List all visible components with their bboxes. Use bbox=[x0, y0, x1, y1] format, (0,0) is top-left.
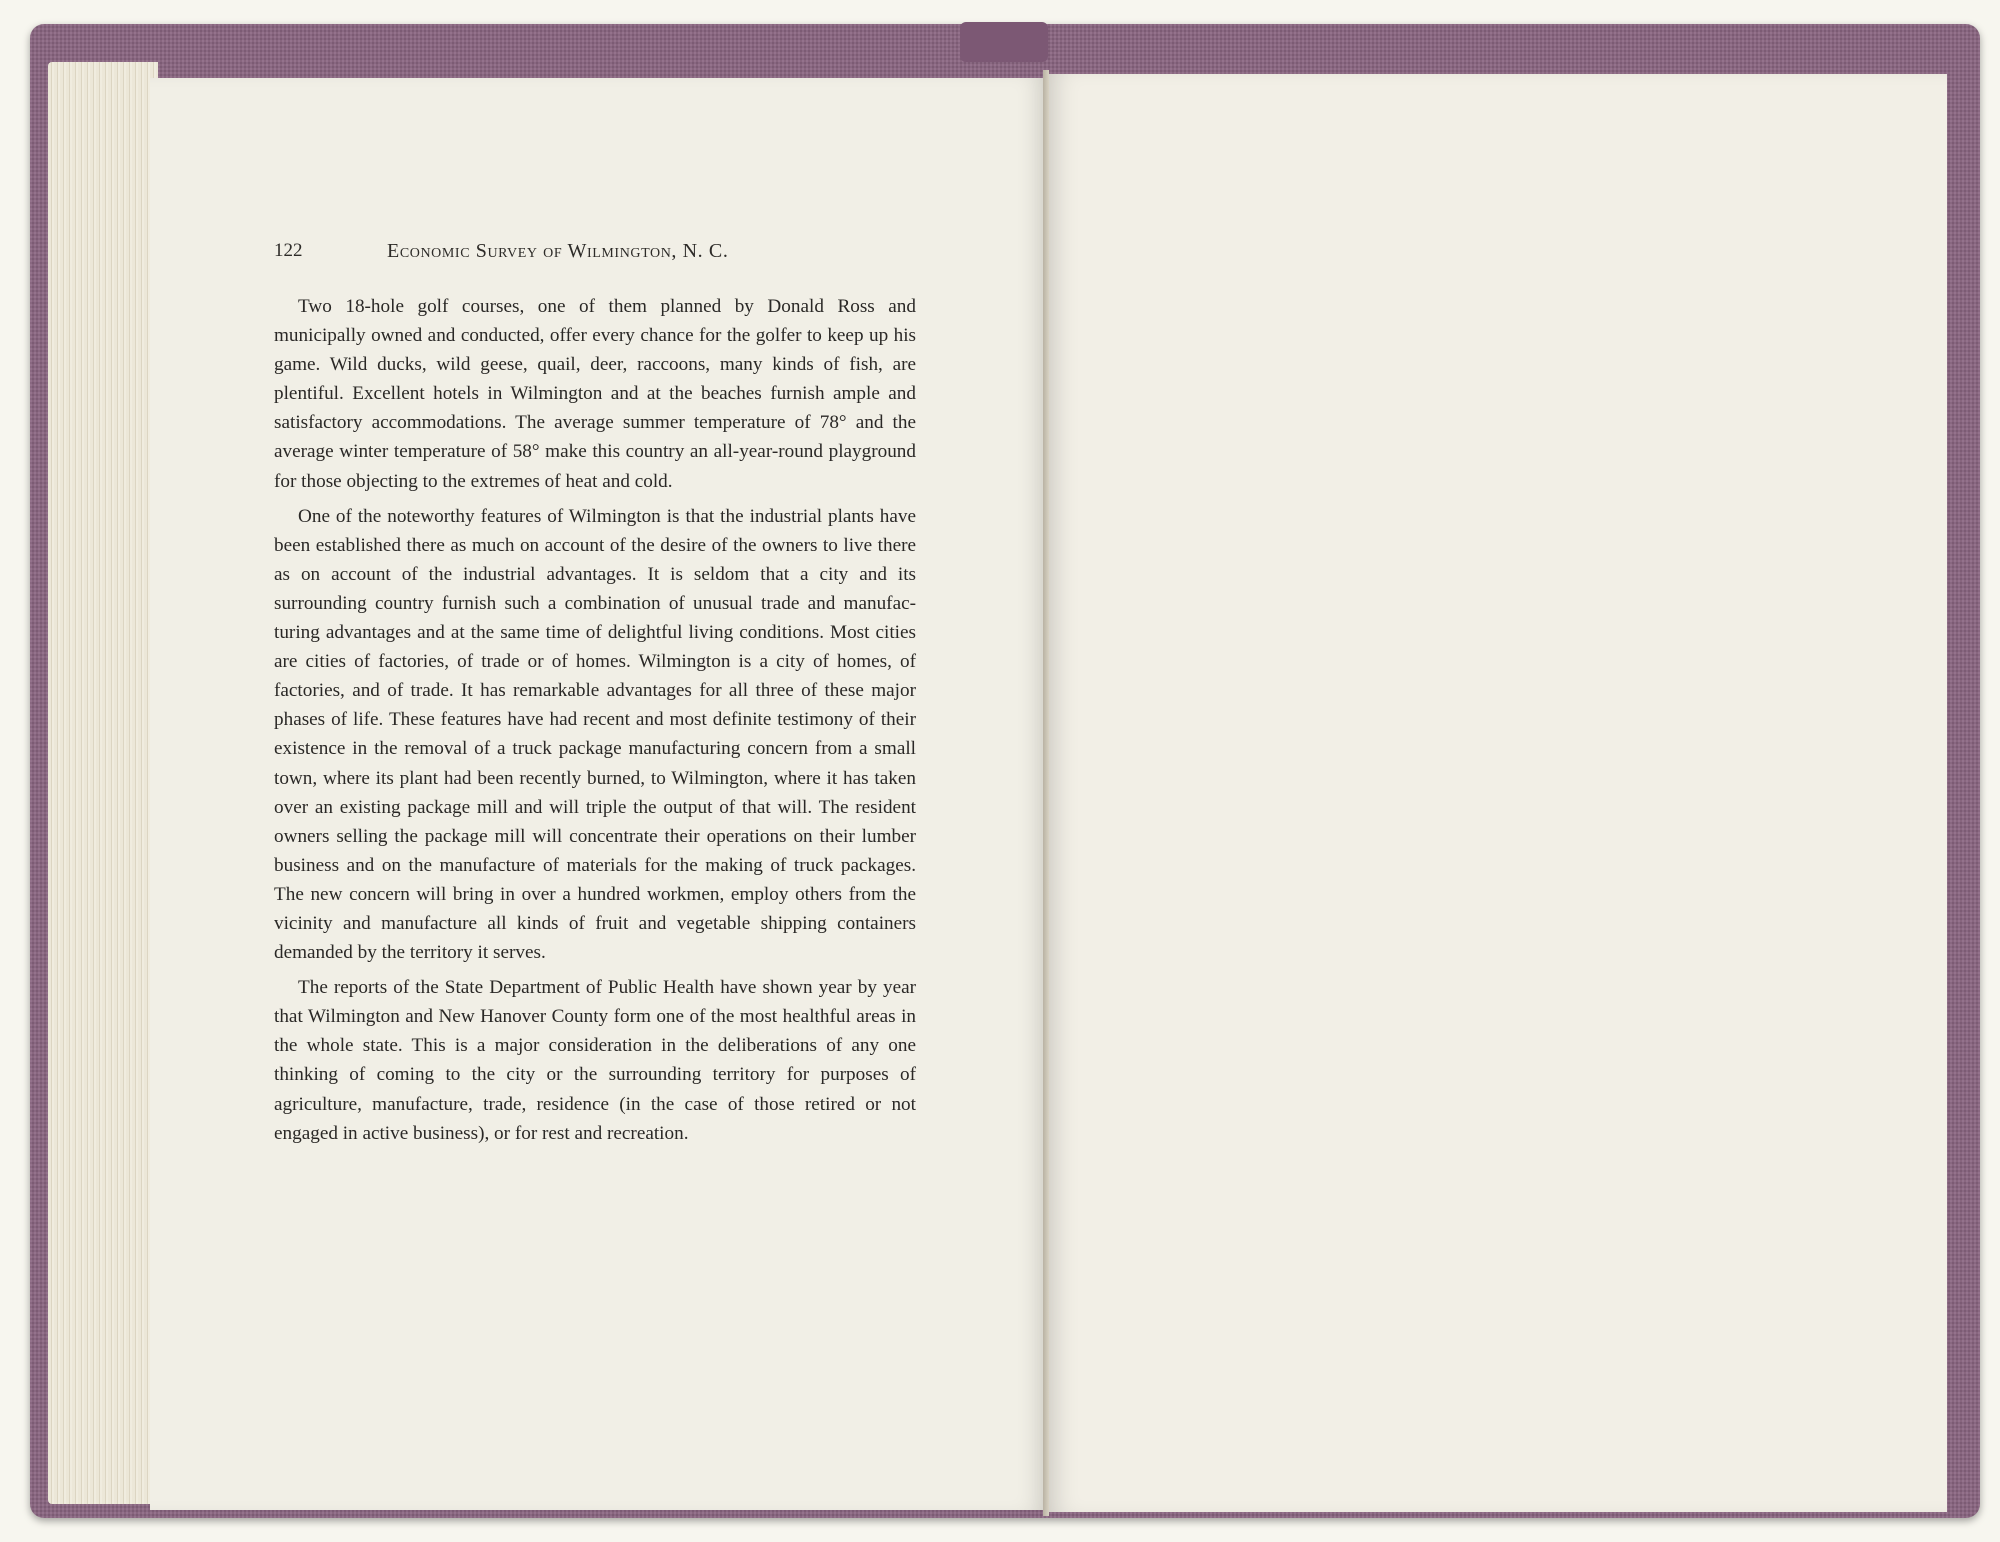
book-spine bbox=[960, 22, 1048, 62]
running-title: Economic Survey of Wilmington, N. C. bbox=[387, 240, 729, 262]
paragraph: Two 18-hole golf courses, one of them planned by Donald Ross and municipally owned and conducted, offer every chance for the golfer to keep up his game. Wild ducks, wild geese, quail, deer, raccoons, many kinds of fish, are plentiful. Excellent hotels in Wilmington and at the beaches furnish ample and satisfactory accommodations. The average summer temperature of 78° and the average winter temperature of 58° make this country an all-year-round playground for those objecting to the extremes of heat and cold. bbox=[274, 296, 916, 492]
page-edges bbox=[48, 62, 158, 1504]
paragraph: One of the noteworthy features of Wilmington is that the industrial plants have been established there as much on account of the desire of the owners to live there as on account of the industrial advantages. It is seldom that a city and its surrounding country furnish such a combination of unusual trade and manufacturing advantages and at the same time of delightful living conditions. Most cities are cities of factories, of trade or of homes. Wilmington is a city of homes, of factories, and of trade. It has remarkable advantages for all three of these major phases of life. These features have had recent and most definite testimony of their existence in the removal of a truck package manufacturing concern from a small town, where its plant had been recently burned, to Wilmington, where it has taken over an existing package mill and will triple the output of that will. The resident owners selling the package mill will concentrate their operations on their lumber business and on the manufacture of materials for the making of truck packages. The new concern will bring in over a hundred workmen, employ others from the vicinity and manufacture all kinds of fruit and vegetable shipping containers demanded by the territory it serves. bbox=[274, 505, 916, 964]
running-head bbox=[274, 236, 924, 268]
page-number: 122 bbox=[274, 240, 303, 261]
book-gutter bbox=[1043, 70, 1049, 1516]
paragraph: The reports of the State Department of Public Health have shown year by year that Wilmington and New Hanover County form one of the most healthful areas in the whole state. This is a major consideration in the deliberations of any one thinking of coming to the city or the surrounding territory for purposes of agriculture, manufacture, trade, residence (in the case of those retired or not engaged in active business), or for rest and recreation. bbox=[274, 977, 916, 1144]
body-text bbox=[274, 292, 916, 1154]
right-page-blank bbox=[1047, 74, 1947, 1512]
